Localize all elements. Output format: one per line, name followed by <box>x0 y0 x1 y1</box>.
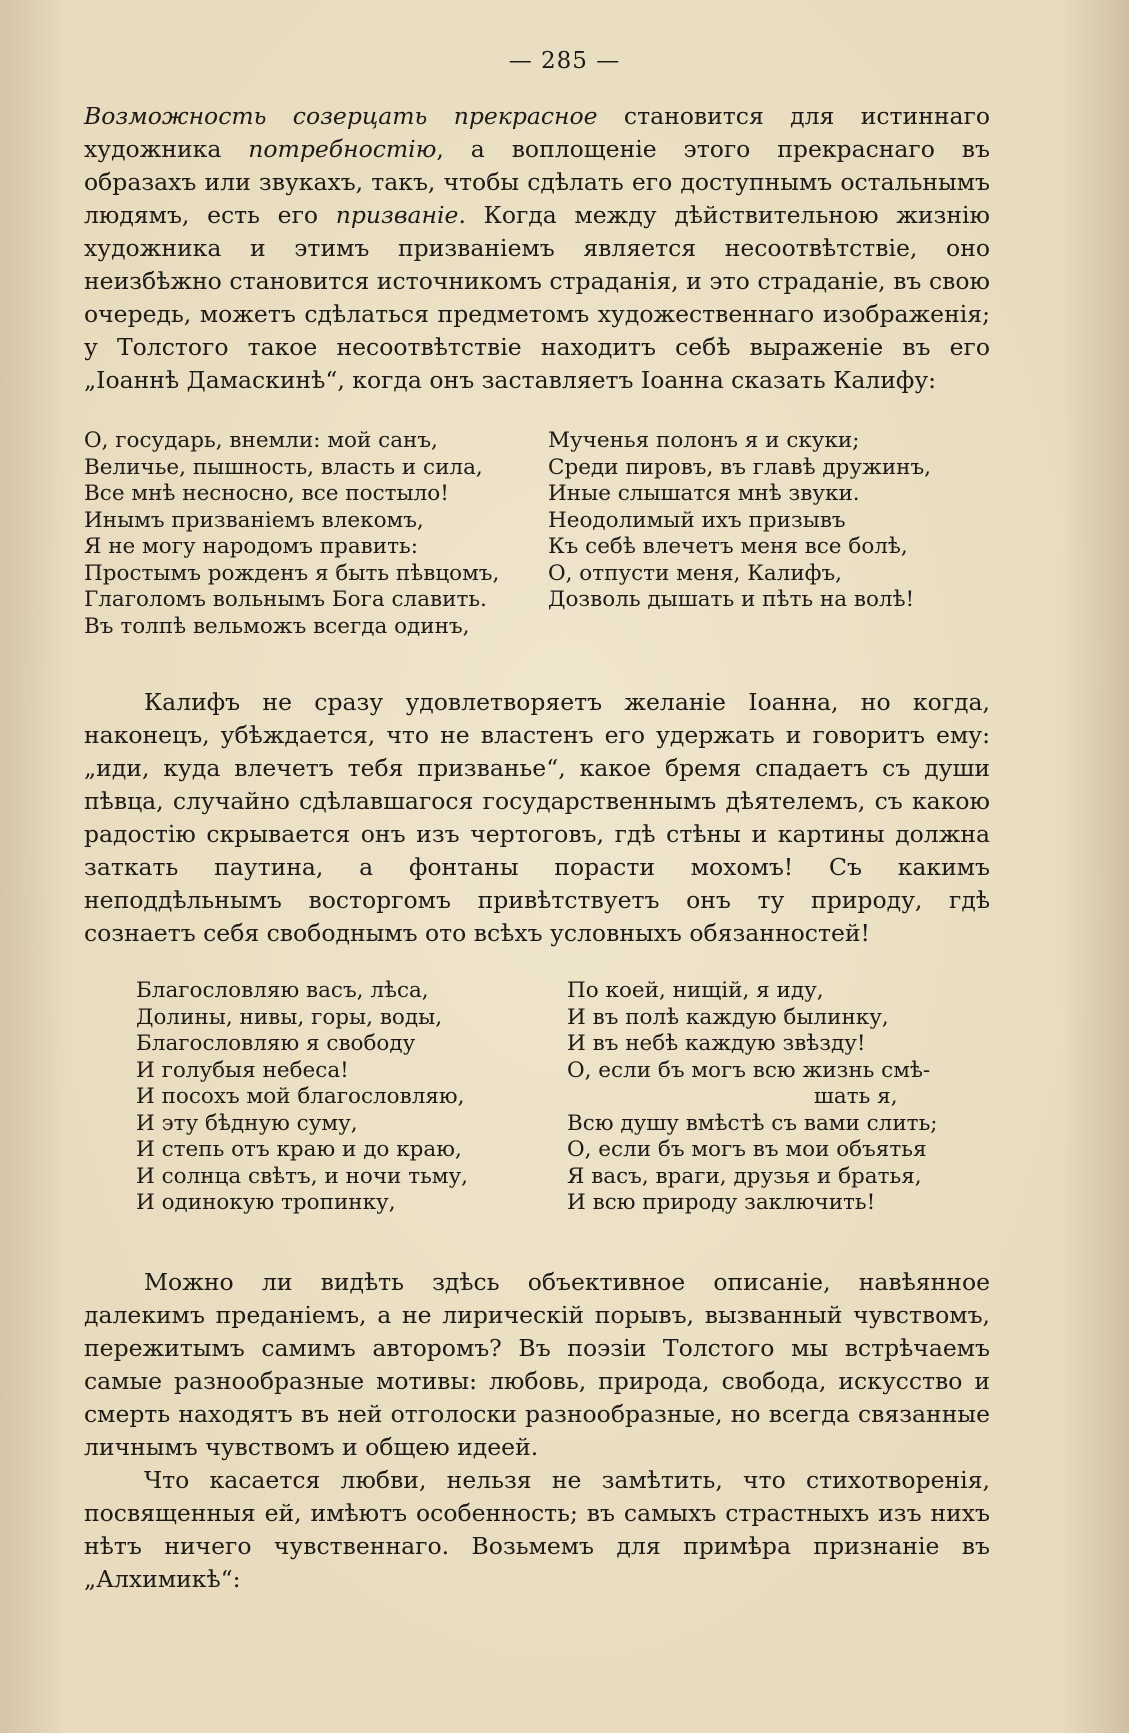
page-number: — 285 — <box>508 48 621 74</box>
verse-line: Благословляю васъ, лѣса, <box>136 978 429 1003</box>
verse-line: Благословляю я свободу <box>136 1031 416 1056</box>
emphasis-contemplation: Возможность созерцать прекрасное <box>84 102 598 130</box>
paragraph-2 <box>84 686 990 950</box>
verse-line: Неодолимый ихъ призывъ <box>548 507 846 533</box>
paragraph-3-text: Можно ли видѣть здѣсь объективное описаніе, навѣянное далекимъ преданіемъ, а не лирическій порывъ, вызванный чувствомъ, пережитымъ самимъ авторомъ? Въ поэзіи Толстого мы встрѣчаемъ самые разнообразные мотивы: любовь, природа, свобода, искусство и смерть находятъ въ ней отголоски разнообразные, но всегда связанные личнымъ чувствомъ и общею идеей. <box>84 1268 990 1461</box>
verse-line: И всю природу заключить! <box>567 1190 876 1215</box>
verse-line: Глаголомъ вольнымъ Бога славить. <box>84 587 487 612</box>
verse-line: Всю душу вмѣстѣ съ вами слить; <box>567 1110 938 1136</box>
verse-line: Все мнѣ несносно, все постыло! <box>84 481 449 506</box>
verse-line: И солнца свѣтъ, и ночи тьму, <box>136 1163 469 1189</box>
verse-line: Къ себѣ влечетъ меня все болѣ, <box>548 534 908 559</box>
paragraph-3 <box>84 1266 990 1464</box>
verse-line: Дозволь дышать и пѣть на волѣ! <box>548 587 915 612</box>
verse-line: О, отпусти меня, Калифъ, <box>548 560 843 586</box>
verse-line: И одинокую тропинку, <box>136 1190 396 1215</box>
paragraph-2-text: Калифъ не сразу удовлетворяетъ желаніе Іоанна, но когда, наконецъ, убѣждается, что не властенъ его удержать и говоритъ ему: „иди, куда влечетъ тебя призванье“, какое бремя спадаетъ съ души пѣвца, случайно сдѣлавшагося государственнымъ дѣятелемъ, съ какою радостію скрывается онъ изъ чертоговъ, гдѣ стѣны и картины должна заткать паутина, а фонтаны порасти мохомъ! Съ какимъ неподдѣльнымъ восторгомъ привѣтствуетъ онъ ту природу, гдѣ сознаетъ себя свободнымъ ото всѣхъ условныхъ обязанностей! <box>84 688 990 947</box>
verse-line: Я васъ, враги, друзья и братья, <box>567 1163 922 1189</box>
verse-line: О, государь, внемли: мой санъ, <box>84 428 438 453</box>
verse-line: И эту бѣдную суму, <box>136 1110 358 1136</box>
verse-1-left-column <box>84 428 499 640</box>
verse-line: Среди пировъ, въ главѣ дружинъ, <box>548 454 932 480</box>
verse-line: И посохъ мой благословляю, <box>136 1084 465 1109</box>
paragraph-4-text: Что касается любви, нельзя не замѣтить, что стихотворенія, посвященныя ей, имѣютъ особенность; въ самыхъ страстныхъ изъ нихъ нѣтъ ничего чувственнаго. Возьмемъ для примѣра признаніе въ „Алхимикѣ“: <box>84 1466 990 1593</box>
paragraph-1-text-c: . Когда между дѣйствительною жизнію художника и этимъ призваніемъ является несоотвѣтствіе, оно неизбѣжно становится источникомъ страданія, и это страданіе, въ свою очередь, можетъ сдѣлаться предметомъ художественнаго изображенія; у Толстого такое несоотвѣтствіе находитъ себѣ выраженіе въ его „Іоаннѣ Дамаскинѣ“, когда онъ заставляетъ Іоанна сказать Калифу: <box>84 201 990 394</box>
emphasis-calling: призваніе <box>335 201 459 229</box>
verse-line: Я не могу народомъ править: <box>84 534 418 559</box>
paragraph-1-text-b: , а воплощеніе этого прекраснаго въ образахъ или звукахъ, такъ, чтобы сдѣлать его доступнымъ остальнымъ людямъ, есть его <box>84 135 990 229</box>
verse-line: Величье, пышность, власть и сила, <box>84 454 483 480</box>
paragraph-4 <box>84 1464 990 1596</box>
verse-line: И въ полѣ каждую былинку, <box>567 1004 889 1030</box>
verse-line: Простымъ рожденъ я быть пѣвцомъ, <box>84 560 500 586</box>
verse-line: О, если бъ могъ всю жизнь смѣ- <box>567 1057 931 1083</box>
verse-line: Иные слышатся мнѣ звуки. <box>548 481 860 506</box>
emphasis-need: потребностію <box>248 135 437 163</box>
verse-line: И степь отъ краю и до краю, <box>136 1137 462 1162</box>
verse-line: По коей, нищій, я иду, <box>567 978 824 1003</box>
verse-line: И голубыя небеса! <box>136 1057 349 1083</box>
verse-2-left-column <box>136 978 468 1217</box>
paragraph-1-text-a: становится для истиннаго художника <box>84 102 990 163</box>
verse-1-right-column <box>548 428 931 614</box>
verse-line: Мученья полонъ я и скуки; <box>548 428 860 453</box>
verse-line: О, если бъ могъ въ мои объятья <box>567 1137 927 1162</box>
verse-line: И въ небѣ каждую звѣзду! <box>567 1031 866 1056</box>
paragraph-1 <box>84 100 990 397</box>
verse-line: Долины, нивы, горы, воды, <box>136 1004 443 1030</box>
verse-line: Въ толпѣ вельможъ всегда одинъ, <box>84 613 470 639</box>
verse-2-right-column <box>567 978 938 1217</box>
verse-line: Инымъ призваніемъ влекомъ, <box>84 507 424 533</box>
verse-line-continuation: шать я, <box>813 1084 898 1109</box>
